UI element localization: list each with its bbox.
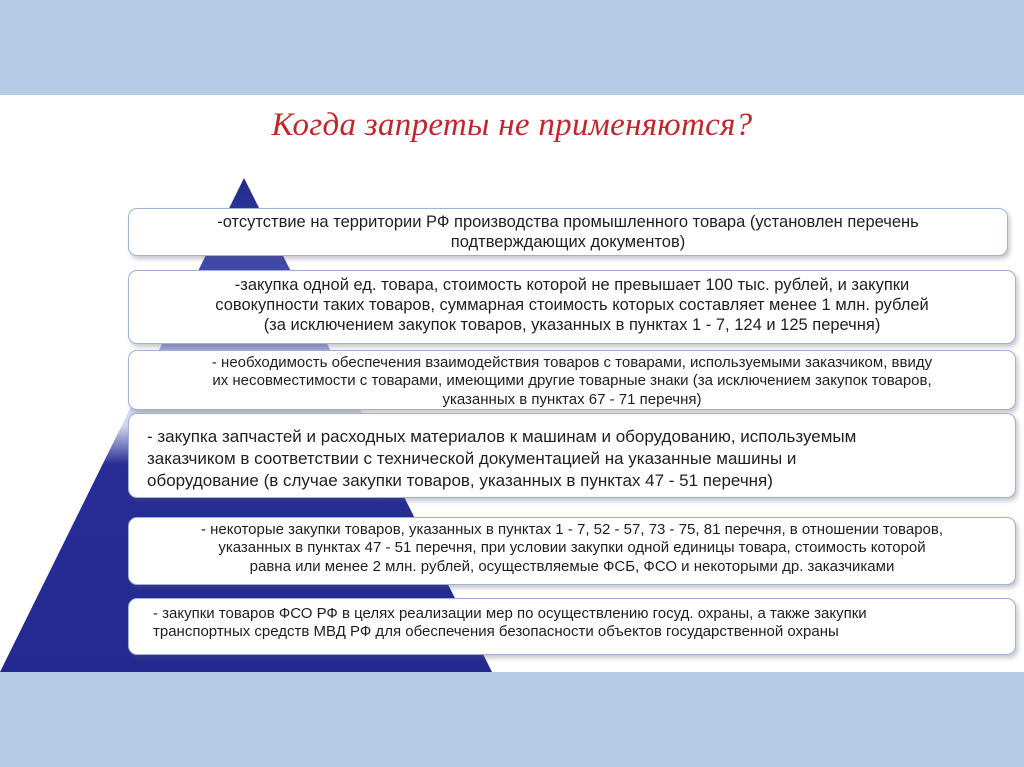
- bottom-frame-band: [0, 672, 1024, 767]
- exception-5-line-2: указанных в пунктах 47 - 51 перечня, при условии закупки одной единицы товара, стоимость которой: [218, 539, 926, 557]
- exception-box-5: [128, 517, 1016, 585]
- exception-1-line-1: -отсутствие на территории РФ производства промышленного товара (установлен перечень: [217, 213, 919, 231]
- slide: [0, 95, 1024, 672]
- exception-4-line-3: оборудование (в случае закупки товаров, указанных в пунктах 47 - 51 перечня): [147, 471, 773, 491]
- exception-4-line-2: заказчиком в соответствии с технической документацией на указанные машины и: [147, 449, 797, 469]
- exception-2-line-3: (за исключением закупок товаров, указанных в пунктах 1 - 7, 124 и 125 перечня): [263, 316, 881, 335]
- exception-1-line-2: подтверждающих документов): [450, 233, 686, 252]
- exception-3-line-2: их несовместимости с товарами, имеющими другие товарные знаки (за исключением закупок товаров,: [212, 372, 932, 390]
- exception-box-1: [128, 208, 1008, 256]
- exception-box-4: [128, 413, 1016, 498]
- exception-box-3: [128, 350, 1016, 410]
- slide-title: Когда запреты не применяются?: [271, 107, 753, 143]
- exception-5-line-3: равна или менее 2 млн. рублей, осуществляемые ФСБ, ФСО и некоторыми др. заказчиками: [249, 557, 895, 575]
- exception-2-line-1: -закупка одной ед. товара, стоимость которой не превышает 100 тыс. рублей, и закупки: [234, 276, 910, 294]
- exception-box-2: [128, 270, 1016, 344]
- exception-box-6: [128, 598, 1016, 655]
- exception-3-line-3: указанных в пунктах 67 - 71 перечня): [442, 390, 702, 408]
- exception-5-line-1: - некоторые закупки товаров, указанных в пунктах 1 - 7, 52 - 57, 73 - 75, 81 перечня, в отношении товаров,: [200, 521, 944, 538]
- exception-6-line-2: транспортных средств МВД РФ для обеспечения безопасности объектов государственной охраны: [153, 623, 839, 641]
- top-frame-band: [0, 0, 1024, 95]
- exception-6-line-1: - закупки товаров ФСО РФ в целях реализации мер по осуществлению госуд. охраны, а также закупки: [153, 605, 867, 622]
- exception-2-line-2: совокупности таких товаров, суммарная стоимость которых составляет менее 1 млн. рублей: [215, 296, 929, 315]
- exception-4-line-1: - закупка запчастей и расходных материалов к машинам и оборудованию, используемым: [147, 427, 857, 446]
- exception-3-line-1: - необходимость обеспечения взаимодействия товаров с товарами, используемыми заказчиком, ввиду: [211, 354, 933, 371]
